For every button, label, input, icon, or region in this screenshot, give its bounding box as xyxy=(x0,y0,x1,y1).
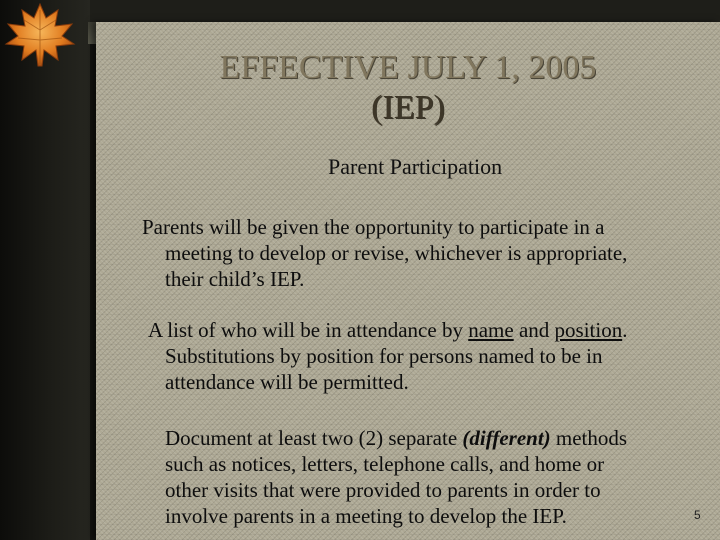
text-segment: Document at least two (2) separate xyxy=(165,426,463,450)
top-dark-strip xyxy=(90,0,720,22)
paragraph-line: other visits that were provided to parents in order to xyxy=(165,478,601,502)
emphasized-different: (different) xyxy=(462,426,551,450)
title-line-1: EFFECTIVE JULY 1, 2005 xyxy=(219,49,597,86)
slide-title xyxy=(96,48,720,128)
paragraph-line: involve parents in a meeting to develop the IEP. xyxy=(165,504,567,528)
paragraph-line: attendance will be permitted. xyxy=(165,370,409,394)
paragraph-line: their child’s IEP. xyxy=(165,267,305,291)
paragraph-attendance-list xyxy=(148,317,708,395)
text-segment: methods xyxy=(550,426,628,450)
paragraph-document-methods xyxy=(165,425,705,529)
paragraph-line: Substitutions by position for persons named to be in xyxy=(165,344,603,368)
page-number: 5 xyxy=(694,508,701,522)
paragraph-line xyxy=(165,425,705,451)
title-line-2: (IEP) xyxy=(371,89,445,126)
maple-leaf-icon xyxy=(0,0,80,70)
text-segment: and xyxy=(513,318,555,342)
paragraph-line: meeting to develop or revise, whichever is appropriate, xyxy=(165,241,628,265)
underlined-name: name xyxy=(468,318,514,342)
underlined-position: position xyxy=(554,318,623,342)
paragraph-line xyxy=(148,317,708,343)
paragraph-line: Parents will be given the opportunity to participate in a xyxy=(142,215,605,239)
paragraph-line: such as notices, letters, telephone calls, and home or xyxy=(165,452,605,476)
paragraph-parent-opportunity xyxy=(142,214,702,292)
left-border-band xyxy=(0,0,90,540)
slide-subtitle: Parent Participation xyxy=(328,154,503,179)
text-segment: . xyxy=(622,318,628,342)
text-segment: A list of who will be in attendance by xyxy=(148,318,469,342)
